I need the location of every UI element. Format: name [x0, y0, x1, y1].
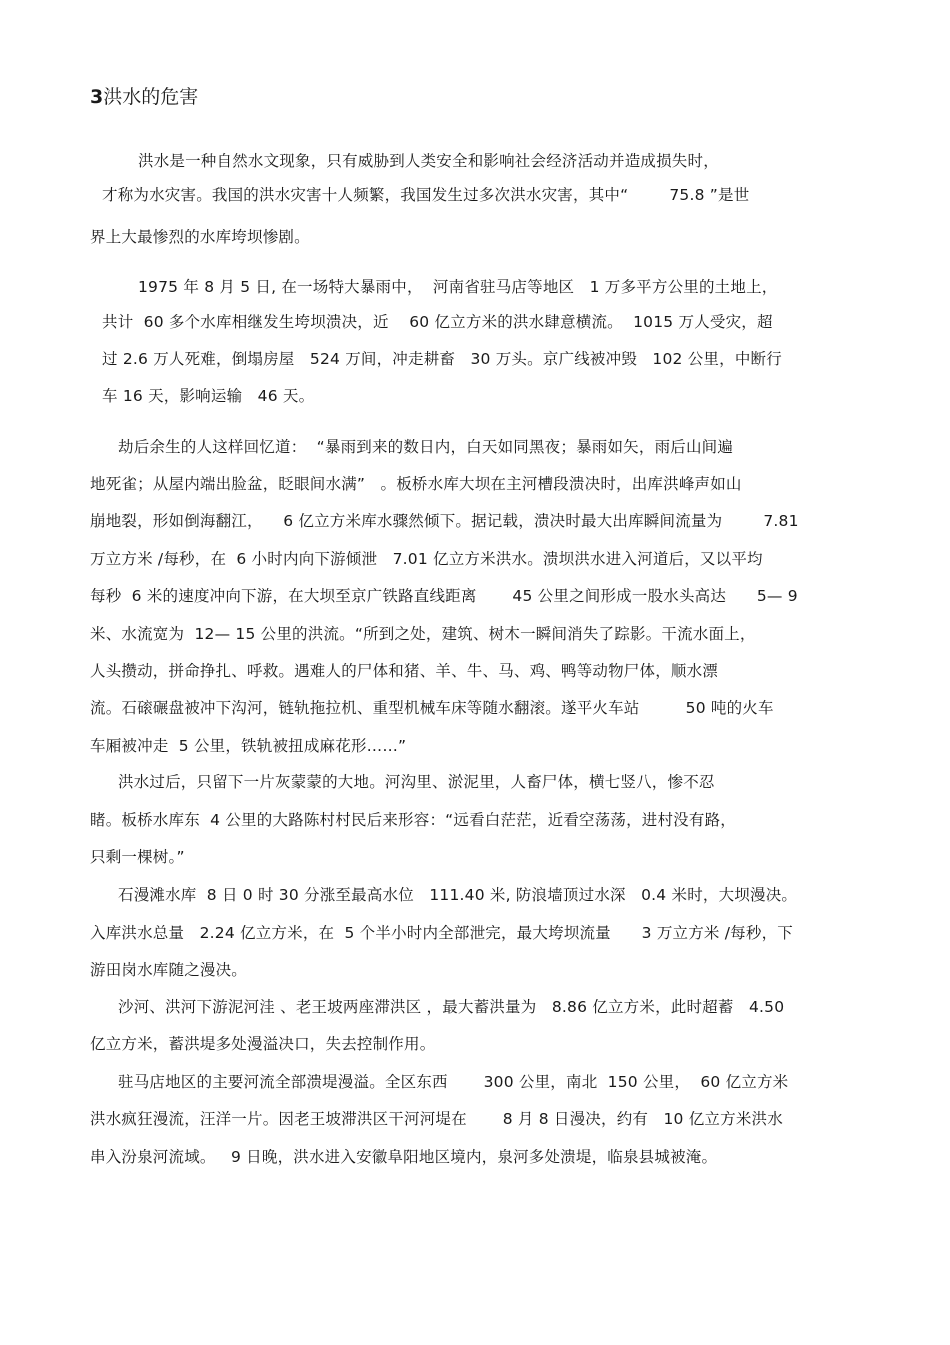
text-line: 洪水过后，只留下一片灰蒙蒙的大地。河沟里、淤泥里，人畜尸体，横七竖八，惨不忍: [118, 773, 715, 791]
section-title: 洪水的危害: [103, 86, 199, 108]
text-line: 车 16 天，影响运输 46 天。: [102, 387, 315, 405]
text-line: 睹。板桥水库东 4 公里的大路陈村村民后来形容：“远看白茫茫，近看空荡荡，进村没有路，: [90, 811, 736, 829]
text-line: 只剩一棵树。”: [90, 848, 185, 866]
text-line: 崩地裂，形如倒海翻江， 6 亿立方米库水骤然倾下。据记载，溃决时最大出库瞬间流量为 7.81: [90, 512, 799, 530]
text-line: 洪水是一种自然水文现象，只有威胁到人类安全和影响社会经济活动并造成损失时，: [138, 152, 719, 170]
text-line: 车厢被冲走 5 公里，铁轨被扭成麻花形……”: [90, 737, 407, 755]
text-line: 地死雀；从屋内端出脸盆，眨眼间水满” 。板桥水库大坝在主河槽段溃决时，出库洪峰声如山: [90, 475, 742, 493]
text-line: 万立方米 /每秒，在 6 小时内向下游倾泄 7.01 亿立方米洪水。溃坝洪水进入河道后，又以平均: [90, 550, 763, 568]
text-line: 洪水疯狂漫流，汪洋一片。因老王坡滞洪区干河河堤在 8 月 8 日漫决，约有 10 亿立方米洪水: [90, 1110, 783, 1128]
section-heading: [90, 84, 198, 110]
text-line: 串入汾泉河流域。 9 日晚，洪水进入安徽阜阳地区境内，泉河多处溃堤，临泉县城被淹。: [90, 1148, 718, 1166]
text-line: 1975 年 8 月 5 日, 在一场特大暴雨中， 河南省驻马店等地区 1 万多平方公里的土地上，: [138, 278, 778, 296]
text-line: 人头攒动，拼命挣扎、呼救。遇难人的尸体和猪、羊、牛、马、鸡、鸭等动物尸体，顺水漂: [90, 662, 719, 680]
text-line: 石漫滩水库 8 日 0 时 30 分涨至最高水位 111.40 米, 防浪墙顶过水深 0.4 米时，大坝漫决。: [118, 886, 798, 904]
text-line: 米、水流宽为 12— 15 公里的洪流。“所到之处，建筑、树木一瞬间消失了踪影。干流水面上，: [90, 625, 756, 643]
text-line: 入库洪水总量 2.24 亿立方米，在 5 个半小时内全部泄完，最大垮坝流量 3 万立方米 /每秒，下: [90, 924, 793, 942]
section-number: 3: [90, 86, 104, 108]
text-line: 过 2.6 万人死难，倒塌房屋 524 万间，冲走耕畜 30 万头。京广线被冲毁 102 公里，中断行: [102, 350, 782, 368]
text-line: 沙河、洪河下游泥河洼 、老王坡两座滞洪区 ，最大蓄洪量为 8.86 亿立方米，此时超蓄 4.50: [118, 998, 785, 1016]
text-line: 才称为水灾害。我国的洪水灾害十人频繁，我国发生过多次洪水灾害，其中“ 75.8 ”是世: [102, 186, 750, 204]
text-line: 每秒 6 米的速度冲向下游，在大坝至京广铁路直线距离 45 公里之间形成一股水头高达 5— 9: [90, 587, 798, 605]
text-line: 共计 60 多个水库相继发生垮坝溃决，近 60 亿立方米的洪水肆意横流。 1015 万人受灾，超: [102, 313, 773, 331]
text-line: 驻马店地区的主要河流全部溃堤漫溢。全区东西 300 公里，南北 150 公里， 60 亿立方米: [118, 1073, 789, 1091]
text-line: 劫后余生的人这样回忆道： “暴雨到来的数日内，白天如同黑夜；暴雨如矢，雨后山间遍: [118, 438, 734, 456]
text-line: 流。石磙碾盘被冲下沟河，链轨拖拉机、重型机械车床等随水翻滚。遂平火车站 50 吨的火车: [90, 699, 774, 717]
text-line: 界上大最惨烈的水库垮坝惨剧。: [90, 228, 310, 246]
text-line: 亿立方米，蓄洪堤多处漫溢决口，失去控制作用。: [90, 1035, 436, 1053]
text-line: 游田岗水库随之漫决。: [90, 961, 248, 979]
